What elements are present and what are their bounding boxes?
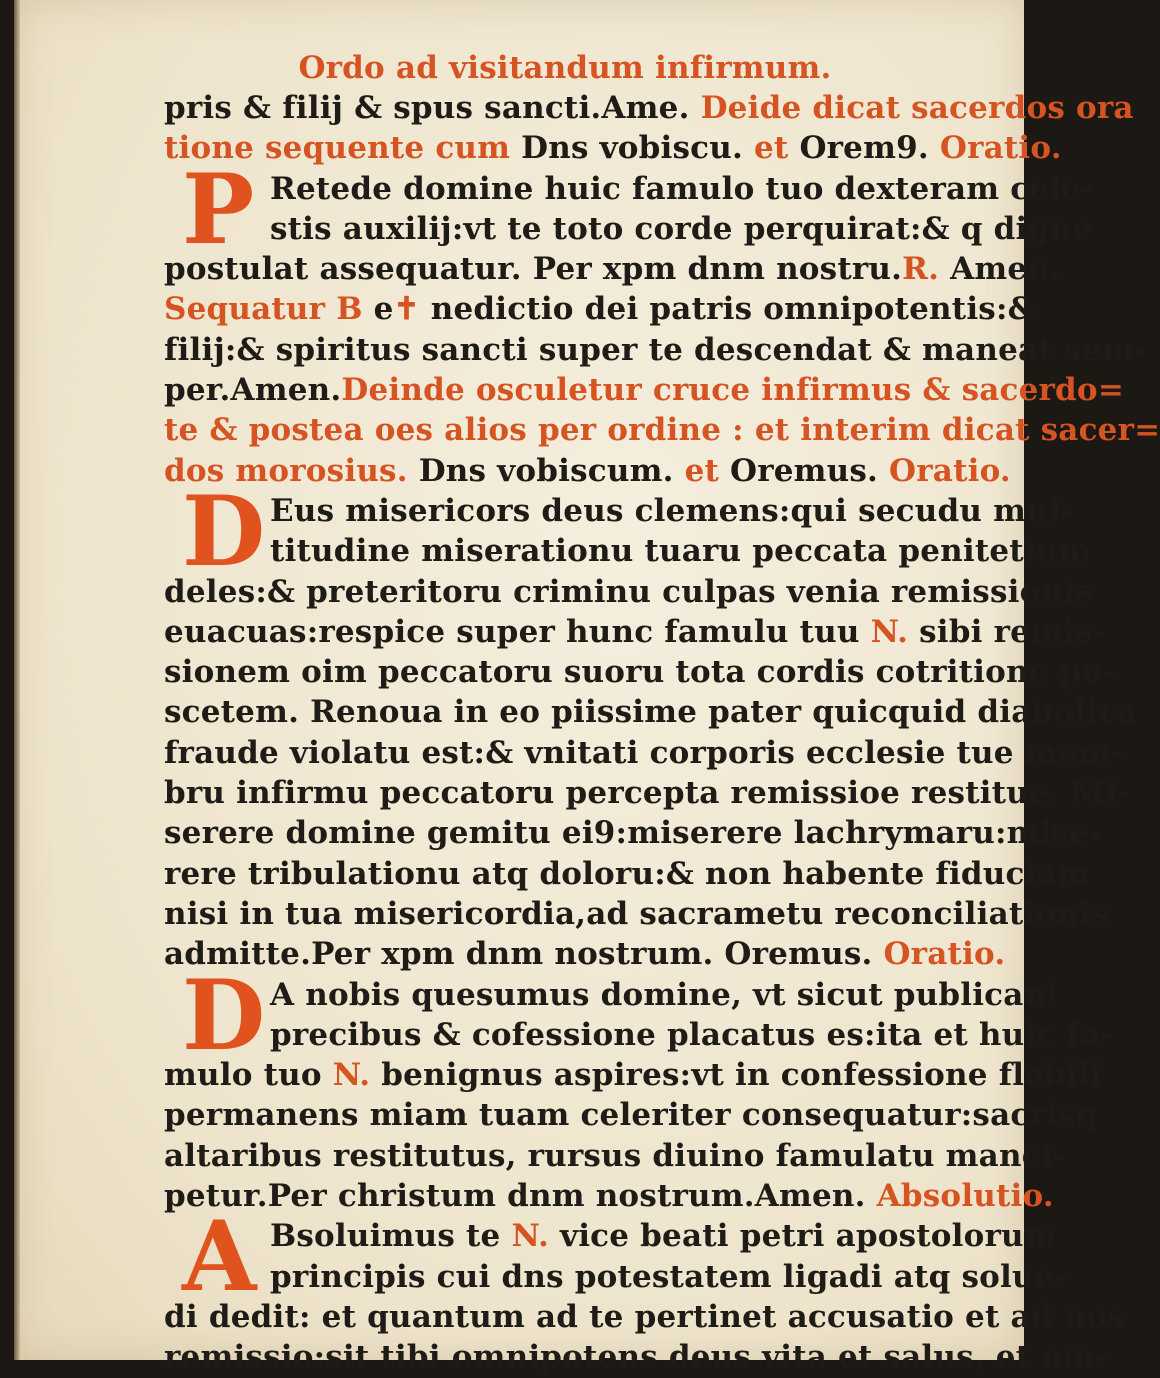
text-line xyxy=(164,692,1138,732)
text-line xyxy=(164,854,1090,894)
body-text: filij:& spiritus sancti super te descendat & maneat sem- xyxy=(164,331,1148,368)
text-line xyxy=(164,652,1116,692)
text-line xyxy=(164,572,1093,612)
text-line xyxy=(164,934,1006,974)
body-text: stis auxilij:vt te toto corde perquirat:& q digne xyxy=(270,210,1093,247)
body-text: Amen. xyxy=(939,251,1061,288)
body-text: remissio:sit tibi omnipotens deus vita et salus, et om- xyxy=(164,1339,1109,1376)
rubric-text: N. xyxy=(870,613,909,650)
body-text: per.Amen. xyxy=(164,372,342,409)
body-text: sionem oim peccatoru suoru tota cordis cotritione po- xyxy=(164,654,1116,691)
rubric-text: tione sequente cum xyxy=(164,130,522,167)
body-text: deles:& preteritoru criminu culpas venia remissionis xyxy=(164,573,1093,610)
body-text: permanens miam tuam celeriter consequatur:sacrisq xyxy=(164,1097,1098,1134)
book-page xyxy=(14,0,1160,1376)
text-line xyxy=(164,370,1124,410)
page-binding-edge xyxy=(14,0,20,1360)
body-text: vice beati petri apostolorum xyxy=(549,1218,1057,1255)
body-text: euacuas:respice super hunc famulu tuu xyxy=(164,613,871,650)
rubric-text: ✝ xyxy=(393,291,420,328)
decorated-initial: A xyxy=(182,1200,257,1314)
rubric-text: Absolutio. xyxy=(876,1178,1054,1215)
text-line xyxy=(164,894,1109,934)
text-line xyxy=(164,1297,1125,1337)
text-line xyxy=(164,128,1062,168)
text-line xyxy=(164,773,1131,813)
text-lines xyxy=(164,88,1160,1378)
body-text: postulat assequatur. Per xpm dnm nostru. xyxy=(164,251,903,288)
body-text: Dns vobiscu. xyxy=(521,130,754,167)
body-text: Dns vobiscum. xyxy=(407,452,685,489)
rubric-text: te & postea oes alios per ordine : et interim dicat sacer= xyxy=(164,412,1160,449)
body-text: Eus misericors deus clemens:qui secudu mul- xyxy=(270,492,1074,529)
body-text: altaribus restitutus, rursus diuino famulatu manci- xyxy=(164,1137,1066,1174)
text-line xyxy=(164,531,1092,571)
body-text: sibi remis- xyxy=(908,613,1106,650)
decorated-initial: D xyxy=(182,474,266,588)
body-text: A nobis quesumus domine, vt sicut publicani xyxy=(270,976,1059,1013)
rubric-text: et xyxy=(754,130,800,167)
body-text: fraude violatu est:& vnitati corporis ecclesie tue mem- xyxy=(164,734,1124,771)
body-text: rere tribulationu atq doloru:& non habente fiduciam xyxy=(164,855,1090,892)
rubric-text: et xyxy=(684,452,730,489)
body-text: mulo tuo xyxy=(164,1057,333,1094)
text-line xyxy=(164,289,1036,329)
text-line xyxy=(164,1176,1054,1216)
rubric-text: Sequatur B xyxy=(164,291,363,328)
body-text: Bsoluimus te xyxy=(270,1218,512,1255)
body-text: petur.Per christum dnm nostrum.Amen. xyxy=(164,1178,877,1215)
body-text: e xyxy=(362,291,394,328)
text-line xyxy=(164,249,1061,289)
body-text: benignus aspires:vt in confessione flebili xyxy=(370,1057,1102,1094)
text-line xyxy=(164,209,1093,249)
body-text: principis cui dns potestatem ligadi atq solue- xyxy=(270,1258,1068,1295)
text-line xyxy=(164,1337,1109,1377)
rubric-text: dos morosius. xyxy=(164,452,408,489)
text-block xyxy=(164,48,1160,1378)
body-text: Oremus. xyxy=(730,452,890,489)
text-line xyxy=(164,612,1106,652)
body-text: pris & filij & spus sancti.Ame. xyxy=(164,90,701,126)
body-text: di dedit: et quantum ad te pertinet accusatio et ad nos xyxy=(164,1298,1125,1335)
text-line xyxy=(164,410,1160,450)
body-text: nedictio dei patris omnipotentis:& xyxy=(419,291,1036,328)
rubric-text: Oratio. xyxy=(889,452,1011,489)
page-heading: Ordo ad visitandum infirmum. xyxy=(298,50,832,86)
rubric-text: Deide dicat sacerdos ora xyxy=(700,90,1134,126)
text-line xyxy=(164,1257,1068,1297)
body-text: Retede domine huic famulo tuo dexteram cele- xyxy=(270,170,1095,207)
decorated-initial: P xyxy=(182,152,255,266)
rubric-text: R. xyxy=(902,251,940,288)
text-line xyxy=(164,88,1134,128)
body-text: serere domine gemitu ei9:miserere lachrymaru:mise- xyxy=(164,815,1103,852)
text-line xyxy=(164,813,1103,853)
body-text: titudine miserationu tuaru peccata penitetium xyxy=(270,533,1092,570)
text-line xyxy=(164,1015,1114,1055)
rubric-text: Oratio. xyxy=(883,936,1006,973)
text-line xyxy=(164,451,1011,491)
rubric-text: N. xyxy=(511,1218,549,1255)
text-line xyxy=(164,1136,1066,1176)
body-text: nisi in tua misericordia,ad sacrametu reconciliationis xyxy=(164,895,1109,932)
text-line xyxy=(164,1055,1102,1095)
rubric-text: N. xyxy=(332,1057,371,1094)
text-line xyxy=(164,1095,1098,1135)
body-text: Orem9. xyxy=(799,130,940,167)
text-line xyxy=(164,330,1148,370)
text-line xyxy=(164,733,1124,773)
body-text: admitte.Per xpm dnm nostrum. Oremus. xyxy=(164,936,884,973)
body-text: bru infirmu peccatoru percepta remissioe restitue. Mi- xyxy=(164,775,1131,812)
body-text: precibus & cofessione placatus es:ita et huic fa- xyxy=(270,1016,1114,1053)
rubric-text: Oratio. xyxy=(939,130,1062,167)
rubric-text: Deinde osculetur cruce infirmus & sacerdo= xyxy=(341,372,1124,409)
body-text: scetem. Renoua in eo piissime pater quicquid diabolica xyxy=(164,694,1138,731)
decorated-initial: D xyxy=(182,958,266,1072)
